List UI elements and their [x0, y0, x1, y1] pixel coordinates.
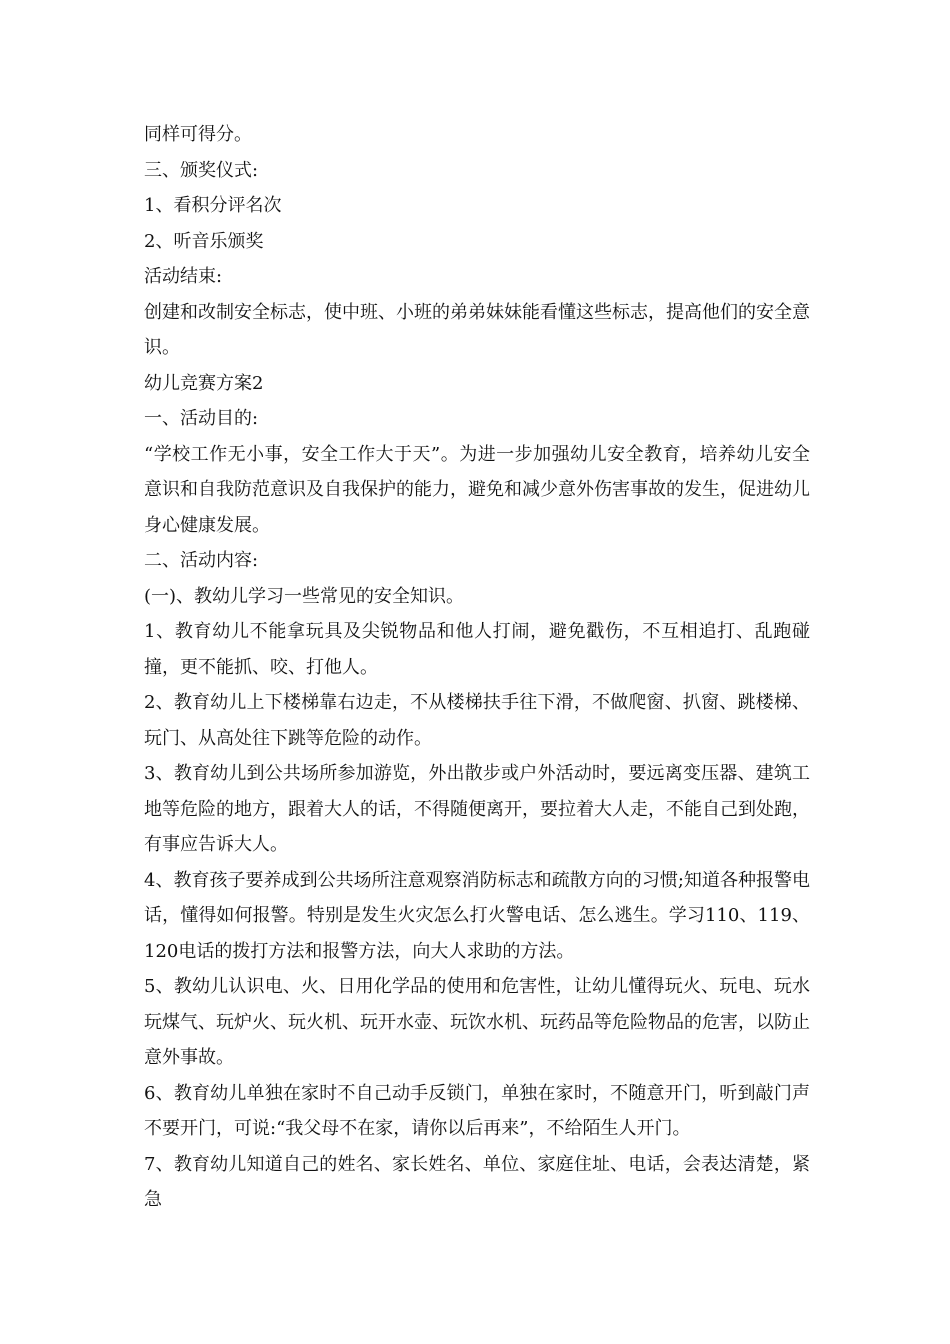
list-item: 7、教育幼儿知道自己的姓名、家长姓名、单位、家庭住址、电话，会表达清楚，紧急 — [144, 1153, 810, 1210]
section-heading-content: 二、活动内容: — [144, 550, 259, 571]
section-heading-purpose: 一、活动目的: — [144, 408, 259, 429]
list-item: 1、教育幼儿不能拿玩具及尖锐物品和他人打闹，避免戳伤，不互相追打、乱跑碰撞，更不能抓、咬、打他人。 — [144, 621, 810, 678]
document-title-plan-2: 幼儿竞赛方案2 — [144, 372, 264, 394]
section-heading-activity-end: 活动结束: — [144, 266, 223, 287]
list-item: 1、看积分评名次 — [144, 195, 282, 216]
list-item: 4、教育孩子要养成到公共场所注意观察消防标志和疏散方向的习惯;知道各种报警电话，懂得如何报警。特别是发生火灾怎么打火警电话、怎么逃生。学习110、119、120电话的拨打方法和报警方法，向大人求助的方法。 — [144, 869, 810, 962]
list-item: 3、教育幼儿到公共场所参加游览，外出散步或户外活动时，要远离变压器、建筑工地等危险的地方，跟着大人的话，不得随便离开，要拉着大人走，不能自己到处跑，有事应告诉大人。 — [144, 763, 810, 855]
document-page — [144, 117, 810, 1218]
paragraph-continuation: 同样可得分。 — [144, 124, 252, 145]
list-item: 2、教育幼儿上下楼梯靠右边走，不从楼梯扶手往下滑，不做爬窗、扒窗、跳楼梯、玩门、从高处往下跳等危险的动作。 — [144, 692, 810, 749]
list-item: 2、听音乐颁奖 — [144, 230, 264, 252]
paragraph: 创建和改制安全标志，使中班、小班的弟弟妹妹能看懂这些标志，提高他们的安全意识。 — [144, 301, 810, 358]
subsection-heading: (一)、教幼儿学习一些常见的安全知识。 — [144, 585, 465, 607]
section-heading-award-ceremony: 三、颁奖仪式: — [144, 159, 259, 181]
paragraph: “学校工作无小事，安全工作大于天”。为进一步加强幼儿安全教育，培养幼儿安全意识和自我防范意识及自我保护的能力，避免和减少意外伤害事故的发生，促进幼儿身心健康发展。 — [144, 443, 810, 536]
list-item: 5、教幼儿认识电、火、日用化学品的使用和危害性，让幼儿懂得玩火、玩电、玩水玩煤气、玩炉火、玩火机、玩开水壶、玩饮水机、玩药品等危险物品的危害，以防止意外事故。 — [144, 976, 810, 1068]
list-item: 6、教育幼儿单独在家时不自己动手反锁门，单独在家时，不随意开门，听到敲门声不要开门，可说:“我父母不在家，请你以后再来”，不给陌生人开门。 — [144, 1082, 810, 1139]
